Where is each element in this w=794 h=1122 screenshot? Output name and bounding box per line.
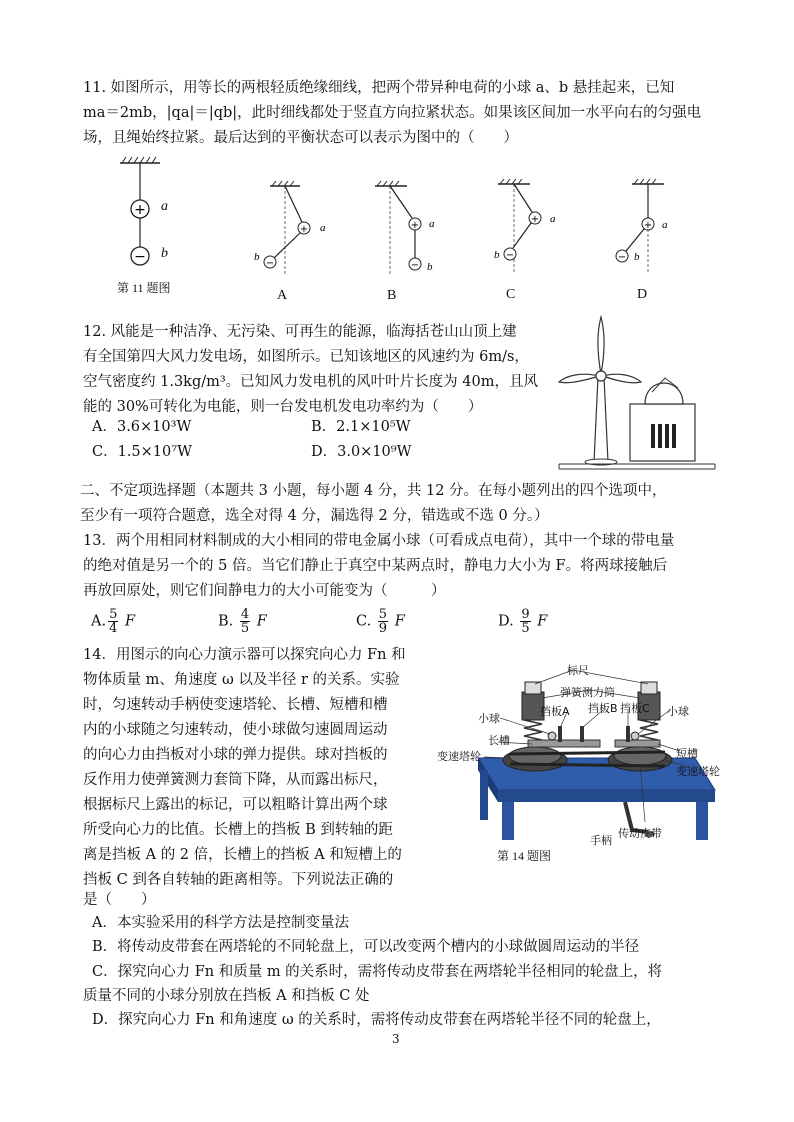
apparatus-label-baffle-a: 挡板A (540, 705, 570, 718)
q14-line9: 离是挡板 A 的 2 倍，长槽上的挡板 A 和短槽上的 (83, 847, 402, 863)
q13-option-c-force: F (394, 613, 405, 630)
q13-option-d-prefix: D. (498, 613, 514, 630)
svg-text:+: + (643, 220, 653, 231)
page-number: 3 (392, 1032, 400, 1046)
svg-text:+: + (134, 202, 146, 218)
q12-line1: 12. 风能是一种洁净、无污染、可再生的能源，临海括苍山山顶上建 (83, 324, 517, 340)
apparatus-label-long-slot: 长槽 (488, 734, 510, 747)
svg-text:−: − (617, 252, 627, 263)
q13-line2: 的绝对值是另一个的 5 倍。当它们静止于真空中某两点时，静电力大小为 F。将两球接触后 (83, 558, 668, 574)
q13-option-b-num: 4 (240, 607, 250, 622)
q14-option-b: B．将传动皮带套在两塔轮的不同轮盘上，可以改变两个槽内的小球做圆周运动的半径 (92, 939, 640, 955)
q14-option-c-line2: 质量不同的小球分别放在挡板 A 和挡板 C 处 (83, 988, 370, 1004)
q11-option-b-label: B (387, 288, 397, 303)
q13-option-a (91, 608, 135, 635)
q14-option-c-line1: C．探究向心力 Fn 和质量 m 的关系时，需将传动皮带套在两塔轮半径相同的轮盘上，将 (92, 964, 663, 980)
q13-option-b (218, 608, 267, 635)
q12-option-a: A．3.6×10³W (92, 419, 192, 435)
q14-line10: 挡板 C 到各自转轴的距离相等。下列说法正确的 (83, 872, 394, 888)
svg-text:+: + (530, 214, 540, 225)
svg-text:b: b (634, 251, 640, 263)
q11-option-c-label: C (506, 287, 516, 302)
q11-option-d-figure (610, 178, 700, 278)
section2-line2: 至少有一项符合题意，选全对得 4 分，漏选得 2 分，错选或不选 0 分。） (80, 508, 549, 524)
svg-text:a: a (429, 218, 435, 230)
q14-option-d: D．探究向心力 Fn 和角速度 ω 的关系时，需将传动皮带套在两塔轮半径不同的轮盘上， (92, 1012, 661, 1028)
apparatus-label-baffle-b: 挡板B (588, 702, 618, 715)
q13-option-a-den: 4 (109, 621, 118, 636)
q13-option-d-den: 5 (521, 621, 530, 636)
apparatus-label-belt: 传动皮带 (618, 827, 662, 840)
q12-option-d: D．3.0×10⁹W (311, 444, 412, 460)
q13-option-b-den: 5 (240, 621, 250, 636)
svg-text:b: b (494, 249, 500, 261)
q14-line11: 是（ ） (83, 892, 156, 908)
q13-option-c (356, 608, 405, 635)
q13-option-d-force: F (537, 613, 548, 630)
q11-line1: 11. 如图所示，用等长的两根轻质绝缘细线，把两个带异种电荷的小球 a、b 悬挂起来，已知 (83, 80, 675, 96)
q11-line2: ma＝2mb，|qa|＝|qb|，此时细线都处于竖直方向拉紧状态。如果该区间加一水平向右的匀强电 (83, 105, 702, 121)
q13-line3: 再放回原处，则它们间静电力的大小可能变为（ ） (83, 583, 446, 599)
svg-text:−: − (505, 250, 515, 261)
q14-line7: 根据标尺上露出的标记，可以粗略计算出两个球 (83, 797, 388, 813)
q12-option-c: C．1.5×10⁷W (92, 444, 192, 460)
apparatus-label-tower-left: 变速塔轮 (437, 750, 481, 763)
q13-option-c-fraction (378, 608, 388, 635)
svg-text:−: − (265, 258, 275, 269)
q11-label-b: b (161, 246, 168, 261)
q13-option-b-force: F (256, 613, 267, 630)
q14-line3: 时，匀速转动手柄使变速塔轮、长槽、短槽和槽 (83, 697, 388, 713)
q14-line8: 所受向心力的比值。长槽上的挡板 B 到转轴的距 (83, 822, 393, 838)
q13-option-c-prefix: C. (356, 613, 372, 630)
q11-option-a-label: A (277, 288, 288, 303)
q11-option-d-label: D (637, 287, 648, 302)
svg-text:a: a (550, 213, 556, 225)
apparatus-label-baffle-c: 挡板C (620, 702, 650, 715)
svg-text:−: − (410, 260, 420, 271)
svg-text:a: a (662, 219, 668, 231)
q13-option-c-num: 5 (378, 607, 388, 622)
q14-option-a: A．本实验采用的科学方法是控制变量法 (92, 915, 349, 931)
q11-option-c-figure (480, 178, 570, 278)
q13-line1: 13．两个用相同材料制成的大小相同的带电金属小球（可看成点电荷），其中一个球的带电量 (83, 533, 675, 549)
apparatus-label-ruler: 标尺 (567, 664, 589, 677)
apparatus-label-ball-right: 小球 (667, 705, 689, 718)
q13-option-d-num: 9 (521, 607, 530, 622)
svg-text:+: + (410, 220, 420, 231)
apparatus-label-tower-right: 变速塔轮 (676, 765, 720, 778)
apparatus-label-spring: 弹簧测力筒 (560, 686, 615, 699)
q14-line6: 反作用力使弹簧测力套筒下降，从而露出标尺， (83, 772, 388, 788)
q14-line5: 的向心力由挡板对小球的弹力提供。球对挡板的 (83, 747, 388, 763)
q13-option-b-prefix: B. (218, 613, 234, 630)
q11-option-a-figure (250, 180, 340, 280)
q12-line3: 空气密度约 1.3kg/m³。已知风力发电机的风叶叶片长度为 40m，且风 (83, 374, 538, 390)
q12-line4: 能的 30%可转化为电能，则一台发电机发电功率约为（ ） (83, 399, 483, 415)
q13-option-a-force: F (124, 613, 136, 630)
q13-option-a-num: 5 (109, 607, 118, 622)
q11-reference-figure (110, 155, 190, 275)
svg-text:−: − (134, 249, 146, 265)
section2-line1: 二、不定项选择题（本题共 3 小题，每小题 4 分，共 12 分。在每小题列出的四个选项中， (80, 483, 667, 499)
q13-option-d-fraction (520, 608, 530, 635)
q12-line2: 有全国第四大风力发电场，如图所示。已知该地区的风速约为 6m/s， (83, 349, 529, 365)
apparatus-label-short-slot: 短槽 (676, 747, 698, 760)
q11-label-a: a (161, 199, 168, 214)
q12-option-b: B．2.1×10⁵W (311, 419, 411, 435)
q13-option-d (498, 608, 547, 635)
svg-text:+: + (299, 224, 309, 235)
q13-option-a-prefix: A. (91, 613, 107, 630)
q13-option-b-fraction (240, 608, 250, 635)
svg-text:a: a (320, 222, 326, 234)
q11-caption: 第 11 题图 (117, 281, 171, 295)
apparatus-label-handle: 手柄 (590, 834, 612, 847)
q11-line3: 场，且绳始终拉紧。最后达到的平衡状态可以表示为图中的（ ） (83, 130, 518, 146)
wind-turbine-figure (555, 312, 725, 474)
q14-line4: 内的小球随之匀速转动，使小球做匀速圆周运动 (83, 722, 388, 738)
svg-text:b: b (254, 251, 260, 263)
svg-text:b: b (427, 261, 433, 273)
apparatus-label-ball-left: 小球 (478, 712, 500, 725)
q13-option-c-den: 9 (378, 621, 388, 636)
q14-line1: 14．用图示的向心力演示器可以探究向心力 Fn 和 (83, 647, 406, 663)
q13-option-a-fraction (108, 608, 118, 635)
q14-line2: 物体质量 m、角速度 ω 以及半径 r 的关系。实验 (83, 672, 400, 688)
q11-option-b-figure (365, 180, 455, 280)
q14-caption: 第 14 题图 (497, 849, 552, 863)
